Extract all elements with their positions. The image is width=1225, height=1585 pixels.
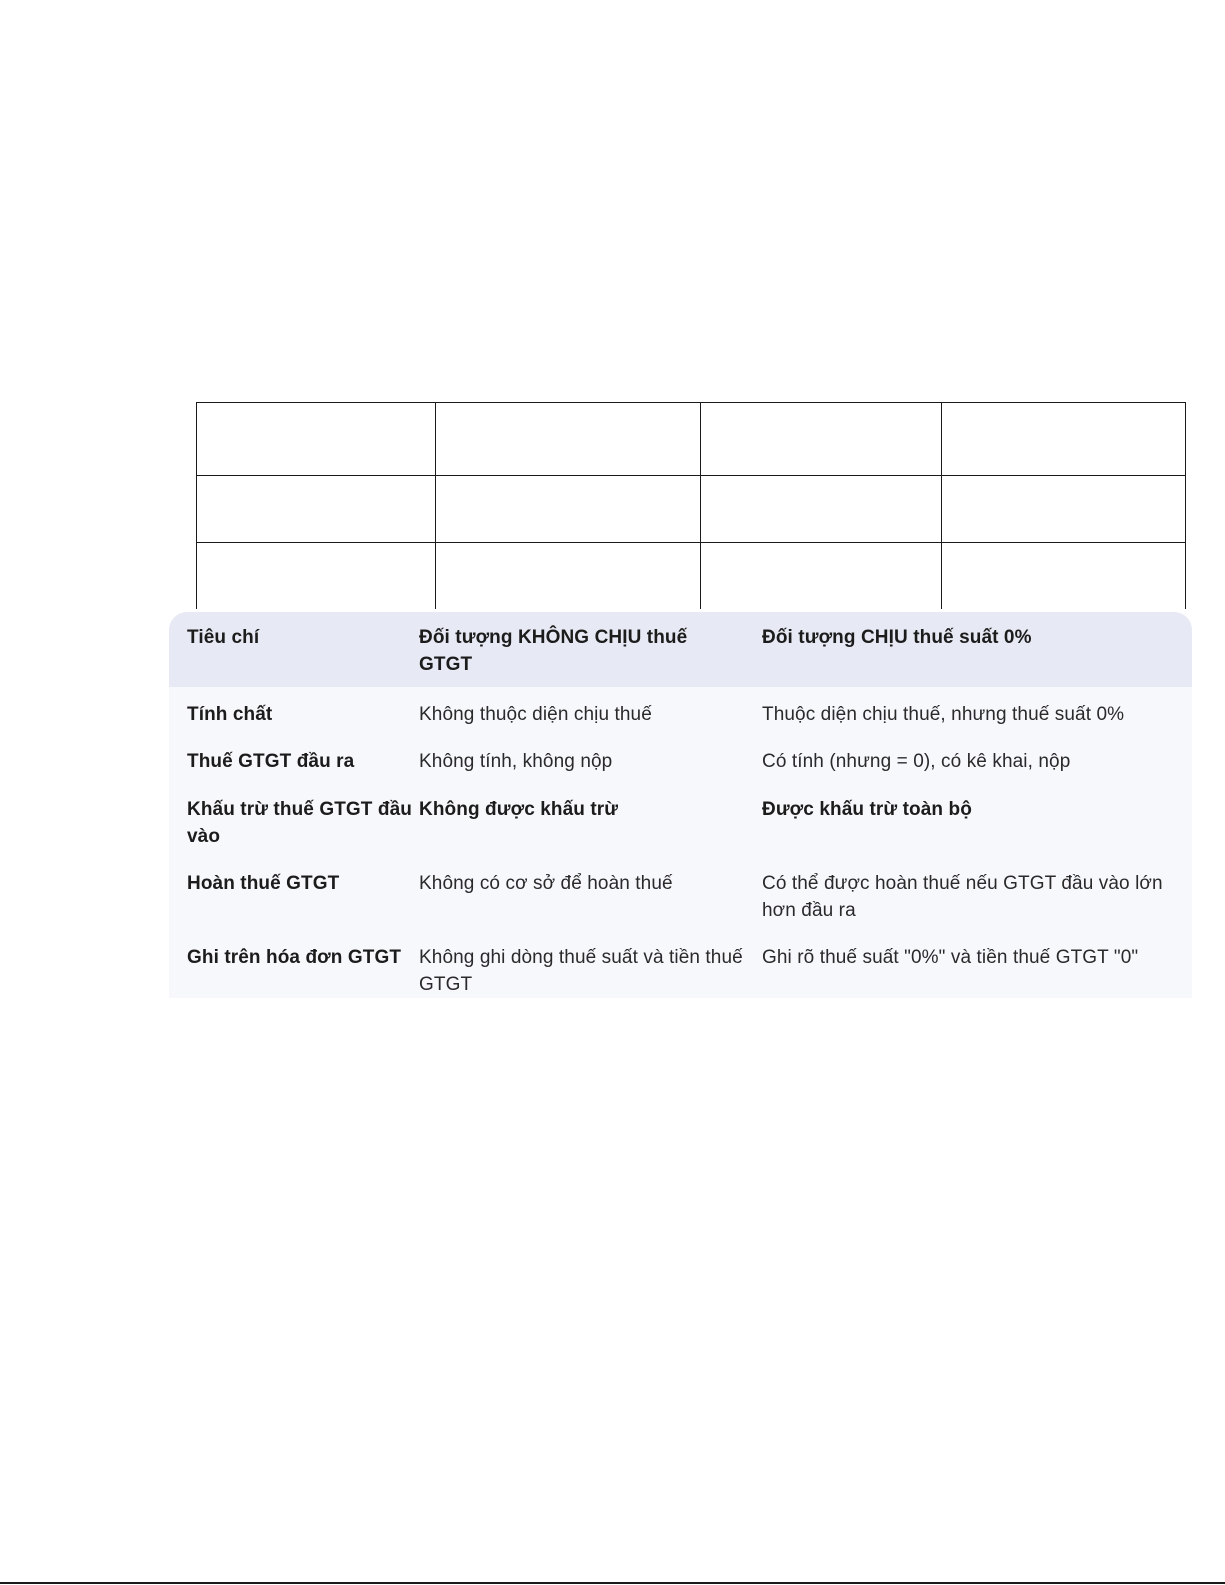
grid-cell bbox=[436, 543, 701, 610]
row-not-subject: Không tính, không nộp bbox=[419, 751, 613, 772]
grid-row bbox=[197, 403, 1186, 476]
header-zero-rate: Đối tượng CHỊU thuế suất 0% bbox=[762, 627, 1032, 648]
row-zero-rate: Được khấu trừ toàn bộ bbox=[762, 799, 972, 820]
row-zero-rate: Có tính (nhưng = 0), có kê khai, nộp bbox=[762, 751, 1071, 772]
row-not-subject: Không được khấu trừ bbox=[419, 799, 619, 820]
row-zero-rate: Thuộc diện chịu thuế, nhưng thuế suất 0% bbox=[762, 704, 1125, 725]
table-row bbox=[169, 938, 1192, 998]
table-row bbox=[169, 695, 1192, 742]
grid-row bbox=[197, 476, 1186, 543]
grid-cell bbox=[942, 403, 1186, 476]
row-criterion: Ghi trên hóa đơn GTGT bbox=[187, 947, 402, 968]
row-criterion: Khấu trừ thuế GTGT đầu vào bbox=[187, 799, 412, 847]
grid-cell bbox=[436, 476, 701, 543]
grid-cell bbox=[197, 403, 436, 476]
empty-grid-table bbox=[196, 402, 1186, 609]
table-row bbox=[169, 864, 1192, 938]
row-not-subject: Không có cơ sở để hoàn thuế bbox=[419, 873, 673, 894]
header-criterion: Tiêu chí bbox=[187, 627, 260, 648]
row-zero-rate: Ghi rõ thuế suất "0%" và tiền thuế GTGT "0" bbox=[762, 947, 1139, 968]
row-not-subject: Không ghi dòng thuế suất và tiền thuế GTGT bbox=[419, 947, 743, 995]
row-criterion: Hoàn thuế GTGT bbox=[187, 873, 340, 894]
table-row bbox=[169, 742, 1192, 790]
row-zero-rate: Có thể được hoàn thuế nếu GTGT đầu vào lớn hơn đầu ra bbox=[762, 873, 1163, 921]
grid-row bbox=[197, 543, 1186, 610]
row-criterion: Tính chất bbox=[187, 704, 273, 725]
grid-cell bbox=[197, 476, 436, 543]
page-bottom-rule bbox=[0, 1582, 1225, 1584]
grid-cell bbox=[436, 403, 701, 476]
header-not-subject: Đối tượng KHÔNG CHỊU thuế GTGT bbox=[419, 627, 688, 675]
row-not-subject: Không thuộc diện chịu thuế bbox=[419, 704, 652, 725]
grid-cell bbox=[942, 476, 1186, 543]
table-body bbox=[169, 687, 1192, 998]
grid-cell bbox=[701, 403, 942, 476]
comparison-table bbox=[169, 612, 1192, 998]
grid-cell bbox=[942, 543, 1186, 610]
table-row bbox=[169, 790, 1192, 864]
grid-cell bbox=[197, 543, 436, 610]
table-header bbox=[169, 612, 1192, 687]
grid-cell bbox=[701, 543, 942, 610]
grid-cell bbox=[701, 476, 942, 543]
row-criterion: Thuế GTGT đầu ra bbox=[187, 751, 355, 772]
